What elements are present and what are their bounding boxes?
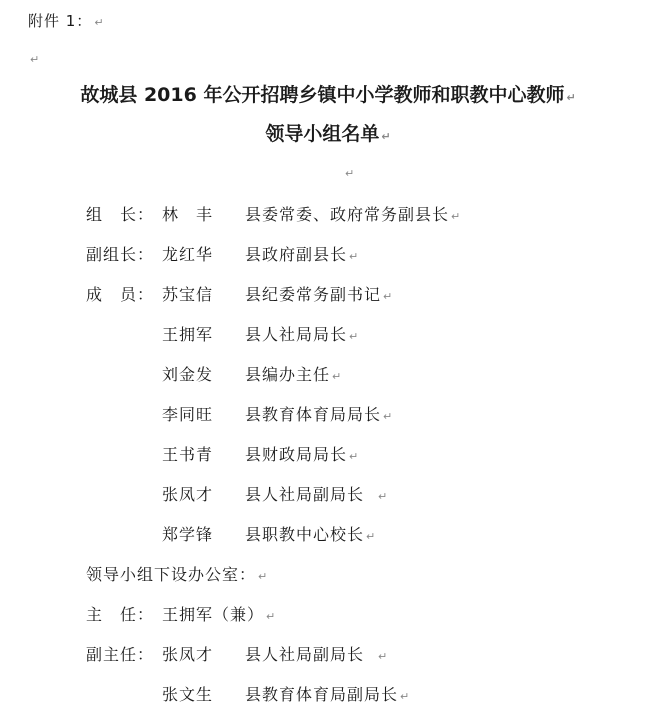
member-position: 县教育体育局局长 ↵ [245,405,394,424]
paragraph-mark-icon: ↵ [366,530,377,543]
paragraph-mark-icon: ↵ [349,450,360,463]
member-position: 县人社局副局长 ↵ [245,485,389,504]
deputy-leader-position: 县政府副县长 ↵ [245,245,360,264]
paragraph-mark-icon: ↵ [383,290,394,303]
member-name: 苏宝信 [162,285,214,304]
member-name: 王书青 [162,445,214,464]
member-position: 县职教中心校长 ↵ [245,525,377,544]
member-position: 县纪委常务副书记 ↵ [245,285,394,304]
attachment-label: 附件 1： ↵ [28,12,105,30]
paragraph-mark-icon: ↵ [332,370,343,383]
deputy-leader-name: 龙红华 [162,245,214,264]
office-heading: 领导小组下设办公室： ↵ [86,565,269,584]
document-title-line2: 领导小组名单 ↵ [265,123,391,145]
leader-name: 林 丰 [162,205,214,224]
paragraph-mark-icon: ↵ [345,167,355,180]
blank-line [343,162,354,181]
office-deputy-label: 副主任： [86,645,155,664]
office-director-name: 王拥军（兼） ↵ [162,605,277,624]
member-name: 郑学锋 [162,525,214,544]
paragraph-mark-icon: ↵ [258,570,269,583]
member-position: 县编办主任 ↵ [245,365,343,384]
paragraph-mark-icon: ↵ [349,330,360,343]
office-deputy-name: 张凤才 [162,645,214,664]
members-label: 成 员： [86,285,155,304]
document-title-line1: 故城县 2016 年公开招聘乡镇中小学教师和职教中心教师 ↵ [80,84,576,106]
paragraph-mark-icon: ↵ [566,91,576,104]
paragraph-mark-icon: ↵ [378,490,389,503]
paragraph-mark-icon: ↵ [381,130,391,143]
leader-label: 组 长： [86,205,155,224]
office-deputy-position: 县人社局副局长 ↵ [245,645,389,664]
member-name: 张凤才 [162,485,214,504]
paragraph-mark-icon: ↵ [383,410,394,423]
member-name: 刘金发 [162,365,214,384]
member-position: 县财政局局长 ↵ [245,445,360,464]
paragraph-mark-icon: ↵ [94,16,105,29]
paragraph-mark-icon: ↵ [400,690,411,703]
paragraph-mark-icon: ↵ [30,53,40,66]
office-deputy-name: 张文生 [162,685,214,704]
office-deputy-position: 县教育体育局副局长 ↵ [245,685,411,704]
deputy-leader-label: 副组长： [86,245,155,264]
leader-position: 县委常委、政府常务副县长 ↵ [245,205,462,224]
member-position: 县人社局局长 ↵ [245,325,360,344]
member-name: 李同旺 [162,405,214,424]
paragraph-mark-icon: ↵ [378,650,389,663]
paragraph-mark-icon: ↵ [349,250,360,263]
blank-line [28,48,39,67]
paragraph-mark-icon: ↵ [451,210,462,223]
member-name: 王拥军 [162,325,214,344]
paragraph-mark-icon: ↵ [266,610,277,623]
office-director-label: 主 任： [86,605,155,624]
